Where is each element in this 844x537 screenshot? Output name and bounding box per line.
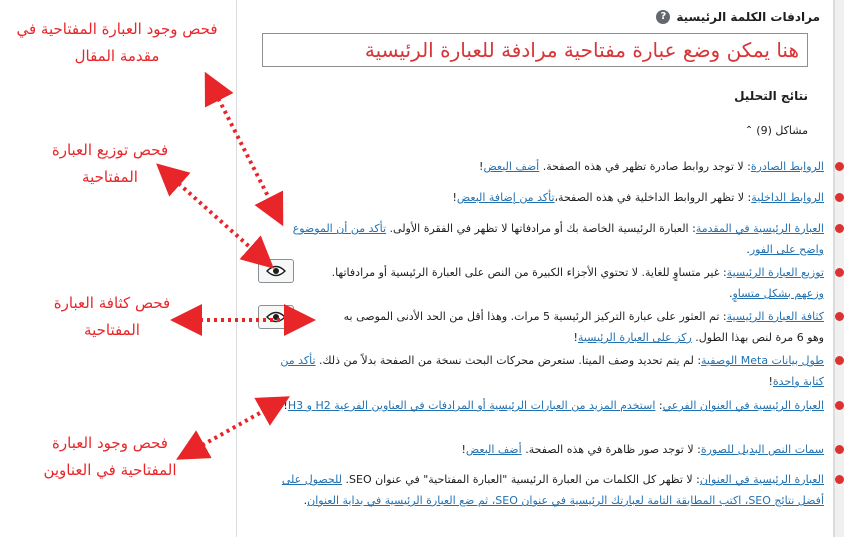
list-item <box>274 350 824 392</box>
item-text: : تم العثور على عبارة التركيز الرئيسية 5 مرات. وهذا أقل من الحد الأدنى الموصى به وهو 6 مرة لنص بهذا الطول. <box>343 310 824 344</box>
item-text: : لا توجد روابط صادرة تظهر في هذه الصفحة. <box>539 160 751 173</box>
item-key-link[interactable]: طول بيانات Meta الوصفية <box>701 354 824 367</box>
list-item <box>274 218 824 260</box>
annotation-distribution-check: فحص توزيع العبارة المفتاحية <box>51 141 169 186</box>
highlight-density-button[interactable] <box>258 305 294 329</box>
item-key-link[interactable]: سمات النص البديل للصورة <box>700 443 824 456</box>
list-item <box>274 156 824 177</box>
item-key-link[interactable]: الروابط الداخلية <box>751 191 824 204</box>
item-text: : لا تظهر كل الكلمات من العبارة الرئيسية "العبارة المفتاحية" في عنوان SEO. <box>342 473 700 486</box>
item-fix-link[interactable]: استخدم المزيد من العبارات الرئيسية أو المرادفات في العناوين الفرعية H2 و H3 <box>287 399 656 412</box>
problem-bullet-icon <box>835 162 844 171</box>
list-item <box>324 262 824 304</box>
annotation-subheading-check: فحص وجود العبارة المفتاحية في العناوين <box>43 434 177 479</box>
item-fix-link[interactable]: للحصول على أفضل نتائج SEO، اكتب المطابقة التامة لعبارتك الرئيسية في عنوان SEO، ثم ضع العبارة الرئيسية في بداية العنوان <box>281 473 824 507</box>
item-tail: ! <box>283 399 288 412</box>
item-key-link[interactable]: العبارة الرئيسية في العنوان <box>699 473 824 486</box>
item-fix-link[interactable]: تأكد من كتابة واحدة <box>280 354 824 388</box>
synonyms-input[interactable]: هنا يمكن وضع عبارة مفتاحية مرادفة للعبارة الرئيسية <box>262 33 808 67</box>
item-fix-link[interactable]: تأكد من أن الموضوع واضح على الفور <box>292 222 824 256</box>
problem-bullet-icon <box>835 312 844 321</box>
synonyms-label <box>656 10 820 24</box>
list-item <box>274 469 824 511</box>
item-key-link[interactable]: كثافة العبارة الرئيسية <box>726 310 824 323</box>
item-key-link[interactable]: العبارة الرئيسية في المقدمة <box>695 222 824 235</box>
item-tail: ! <box>461 443 466 456</box>
list-item <box>274 395 824 416</box>
item-text: : العبارة الرئيسية الخاصة بك أو مرادفاتها لا تظهر في الفقرة الأولى. <box>386 222 696 235</box>
eye-icon <box>266 311 286 323</box>
item-tail: ! <box>452 191 457 204</box>
problem-bullet-icon <box>835 475 844 484</box>
problem-bullet-icon <box>835 224 844 233</box>
annotation-intro-check: فحص وجود العبارة المفتاحية في مقدمة المقال <box>16 20 218 65</box>
chevron-up-icon: ⌃ <box>744 125 754 136</box>
eye-icon <box>266 265 286 277</box>
analysis-results-title: نتائج التحليل <box>734 89 808 103</box>
item-text: : <box>655 399 663 412</box>
item-key-link[interactable]: توزيع العبارة الرئيسية <box>726 266 824 279</box>
item-tail: ! <box>573 331 578 344</box>
item-fix-link[interactable]: أضف البعض <box>483 160 540 173</box>
item-tail: ! <box>768 375 773 388</box>
problem-bullet-icon <box>835 445 844 454</box>
synonyms-label-text: مرادفات الكلمة الرئيسية <box>676 10 820 24</box>
item-tail: ! <box>479 160 484 173</box>
problem-bullet-icon <box>835 193 844 202</box>
item-fix-link[interactable]: ركز على العبارة الرئيسية <box>577 331 692 344</box>
item-fix-link[interactable]: تأكد من إضافة البعض <box>456 191 555 204</box>
item-text: : لم يتم تحديد وصف الميتا. ستعرض محركات البحث نسخة من الصفحة بدلاً من ذلك. <box>315 354 702 367</box>
annotation-area <box>0 0 236 537</box>
problem-bullet-icon <box>835 401 844 410</box>
list-item <box>274 187 824 208</box>
item-text: : غير متساوٍ للغاية. لا تحتوي الأجزاء الكبيرة من النص على العبارة الرئيسية أو مرادفاتها. <box>331 266 727 279</box>
problem-bullet-icon <box>835 356 844 365</box>
highlight-distribution-button[interactable] <box>258 259 294 283</box>
item-tail: . <box>303 494 308 507</box>
problems-label: مشاكل (9) <box>756 124 808 137</box>
list-item <box>274 439 824 460</box>
item-fix-link[interactable]: وزعهم بشكل متساوٍ <box>732 287 824 300</box>
item-text: : لا تظهر الروابط الداخلية في هذه الصفحة، <box>554 191 752 204</box>
annotation-density-check: فحص كثافة العبارة المفتاحية <box>53 294 171 339</box>
item-key-link[interactable]: الروابط الصادرة <box>750 160 824 173</box>
list-item <box>324 306 824 348</box>
item-fix-link[interactable]: أضف البعض <box>465 443 522 456</box>
problem-bullet-icon <box>835 268 844 277</box>
item-tail: . <box>728 287 733 300</box>
problems-toggle[interactable] <box>745 124 808 137</box>
item-text: : لا توجد صور ظاهرة في هذه الصفحة. <box>521 443 701 456</box>
help-icon[interactable]: ? <box>656 10 670 24</box>
item-tail: . <box>746 243 750 256</box>
item-key-link[interactable]: العبارة الرئيسية في العنوان الفرعي <box>662 399 824 412</box>
